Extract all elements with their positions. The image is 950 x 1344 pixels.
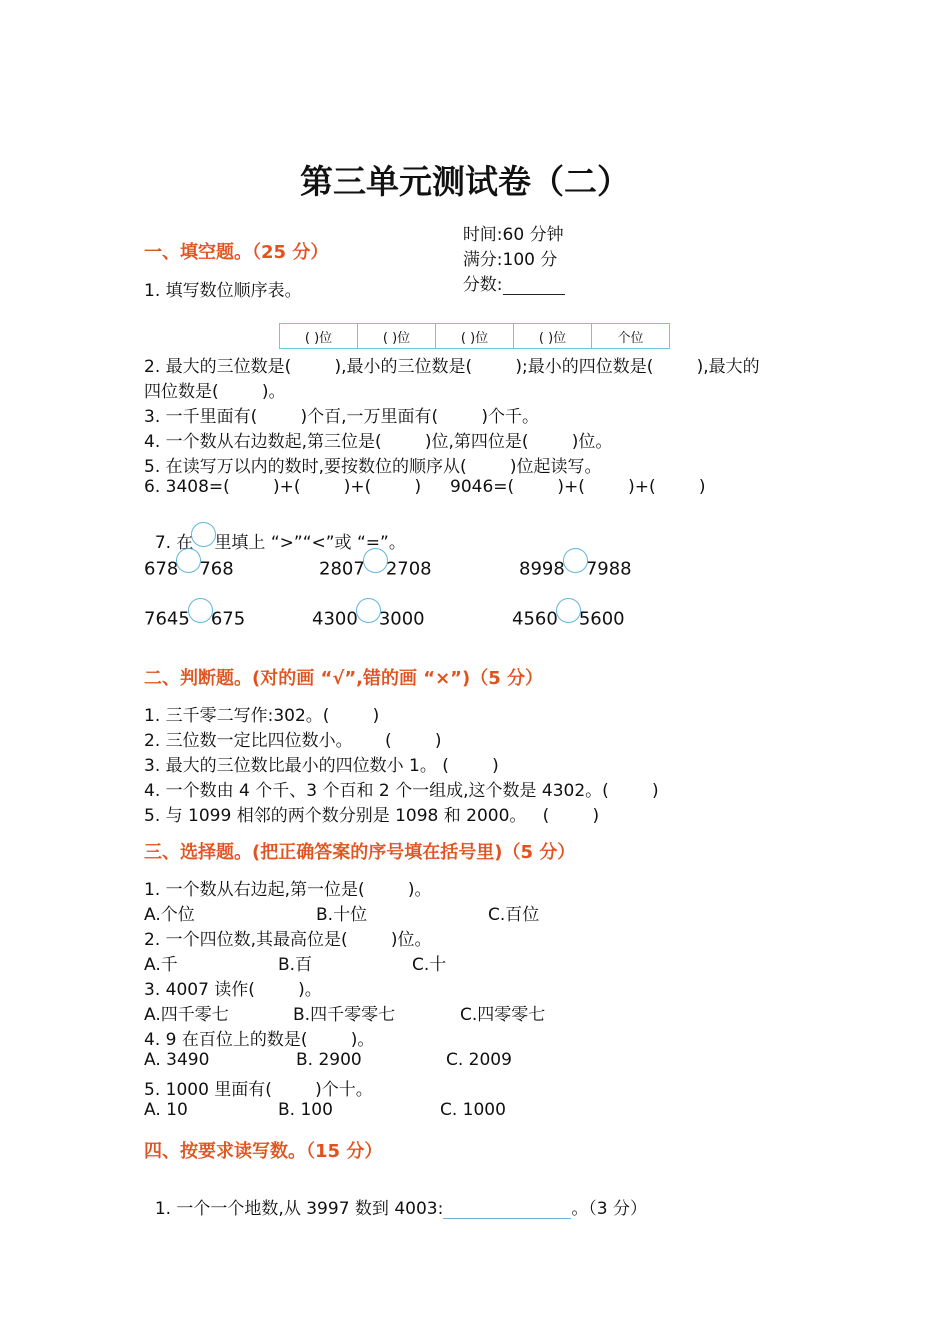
page-title: 第三单元测试卷（二） bbox=[300, 162, 630, 201]
compare-left: 4560 bbox=[512, 608, 558, 630]
question-line bbox=[144, 1174, 647, 1219]
compare-right: 3000 bbox=[378, 608, 425, 630]
exam-meta bbox=[452, 200, 580, 295]
option-c: C.四零零七 bbox=[460, 1005, 546, 1025]
question-text: 里填上 “>”“<”或 “=”。 bbox=[214, 533, 406, 553]
option-c: C. 1000 bbox=[440, 1100, 506, 1120]
table-cell[interactable]: ( )位 bbox=[436, 324, 514, 349]
option-b: B.百 bbox=[278, 955, 313, 975]
option-c: C. 2009 bbox=[446, 1050, 512, 1070]
compare-left: 678 bbox=[144, 558, 179, 580]
full-score: 满分:100 分 bbox=[462, 250, 558, 270]
score-label: 分数: bbox=[462, 275, 503, 295]
compare-left: 7645 bbox=[144, 608, 190, 630]
question-line: 4. 一个数由 4 个千、3 个百和 2 个一组成,这个数是 4302。( ) bbox=[144, 781, 659, 801]
compare-right: 675 bbox=[210, 608, 246, 630]
compare-right: 768 bbox=[199, 558, 234, 580]
option-a: A.四千零七 bbox=[144, 1005, 229, 1025]
question-line: 3. 最大的三位数比最小的四位数小 1。 ( ) bbox=[144, 756, 499, 776]
compare-right: 5600 bbox=[578, 608, 625, 630]
option-b: B. 100 bbox=[278, 1100, 333, 1120]
section-heading-true-false: 二、判断题。(对的画 “√”,错的画 “×”)（5 分） bbox=[144, 668, 544, 689]
option-b: B.十位 bbox=[316, 905, 368, 925]
section-heading-read-write: 四、按要求读写数。（15 分） bbox=[144, 1141, 383, 1162]
table-cell: 个位 bbox=[592, 324, 670, 349]
compare-right: 7988 bbox=[585, 558, 632, 580]
question-line: 2. 最大的三位数是( ),最小的三位数是( );最小的四位数是( ),最大的 bbox=[144, 357, 760, 377]
compare-circle-icon[interactable] bbox=[556, 598, 581, 623]
option-c: C.十 bbox=[412, 955, 447, 975]
table-cell[interactable]: ( )位 bbox=[358, 324, 436, 349]
compare-circle-icon[interactable] bbox=[188, 598, 213, 623]
compare-item bbox=[144, 607, 245, 632]
option-a: A. 3490 bbox=[144, 1050, 210, 1070]
question-text: 1. 一个一个地数,从 3997 数到 4003: bbox=[154, 1199, 444, 1219]
compare-left: 8998 bbox=[519, 558, 565, 580]
option-c: C.百位 bbox=[488, 905, 540, 925]
compare-item bbox=[519, 557, 632, 582]
compare-circle-icon bbox=[191, 522, 216, 547]
question-line: 2. 一个四位数,其最高位是( )位。 bbox=[144, 930, 432, 950]
question-text: 7. 在 bbox=[154, 533, 194, 553]
place-value-table bbox=[279, 323, 670, 349]
question-line: 四位数是( )。 bbox=[144, 382, 286, 402]
question-line: 3. 4007 读作( )。 bbox=[144, 980, 322, 1000]
score-blank[interactable] bbox=[503, 276, 565, 295]
option-a: A. 10 bbox=[144, 1100, 188, 1120]
question-text: 。（3 分） bbox=[571, 1199, 648, 1219]
question-line: 6. 3408=( )+( )+( ) bbox=[144, 477, 422, 497]
question-line: 1. 一个数从右边起,第一位是( )。 bbox=[144, 880, 432, 900]
question-line: 3. 一千里面有( )个百,一万里面有( )个千。 bbox=[144, 407, 540, 427]
option-b: B. 2900 bbox=[296, 1050, 362, 1070]
compare-circle-icon[interactable] bbox=[176, 548, 201, 573]
compare-circle-icon[interactable] bbox=[563, 548, 588, 573]
section-heading-fill-in: 一、填空题。（25 分） bbox=[144, 242, 329, 263]
compare-item bbox=[144, 557, 234, 582]
question-line: 9046=( )+( )+( ) bbox=[450, 477, 706, 497]
option-a: A.个位 bbox=[144, 905, 195, 925]
question-line: 5. 1000 里面有( )个十。 bbox=[144, 1080, 373, 1100]
question-line: 2. 三位数一定比四位数小。 ( ) bbox=[144, 731, 442, 751]
answer-blank[interactable] bbox=[443, 1200, 571, 1219]
compare-circle-icon[interactable] bbox=[363, 548, 388, 573]
option-b: B.四千零零七 bbox=[293, 1005, 396, 1025]
compare-left: 4300 bbox=[312, 608, 358, 630]
compare-item bbox=[319, 557, 432, 582]
time-limit: 时间:60 分钟 bbox=[462, 225, 564, 245]
question-line: 5. 与 1099 相邻的两个数分别是 1098 和 2000。 ( ) bbox=[144, 806, 600, 826]
compare-item bbox=[312, 607, 425, 632]
question-line: 5. 在读写万以内的数时,要按数位的顺序从( )位起读写。 bbox=[144, 457, 602, 477]
question-line: 1. 填写数位顺序表。 bbox=[144, 281, 302, 301]
section-heading-multiple-choice: 三、选择题。(把正确答案的序号填在括号里)（5 分） bbox=[144, 842, 576, 863]
option-a: A.千 bbox=[144, 955, 178, 975]
compare-circle-icon[interactable] bbox=[356, 598, 381, 623]
compare-item bbox=[512, 607, 625, 632]
question-line: 4. 一个数从右边数起,第三位是( )位,第四位是( )位。 bbox=[144, 432, 613, 452]
compare-left: 2807 bbox=[319, 558, 365, 580]
compare-right: 2708 bbox=[385, 558, 432, 580]
table-cell[interactable]: ( )位 bbox=[514, 324, 592, 349]
question-line: 4. 9 在百位上的数是( )。 bbox=[144, 1030, 375, 1050]
table-cell[interactable]: ( )位 bbox=[280, 324, 358, 349]
question-line: 1. 三千零二写作:302。( ) bbox=[144, 706, 380, 726]
